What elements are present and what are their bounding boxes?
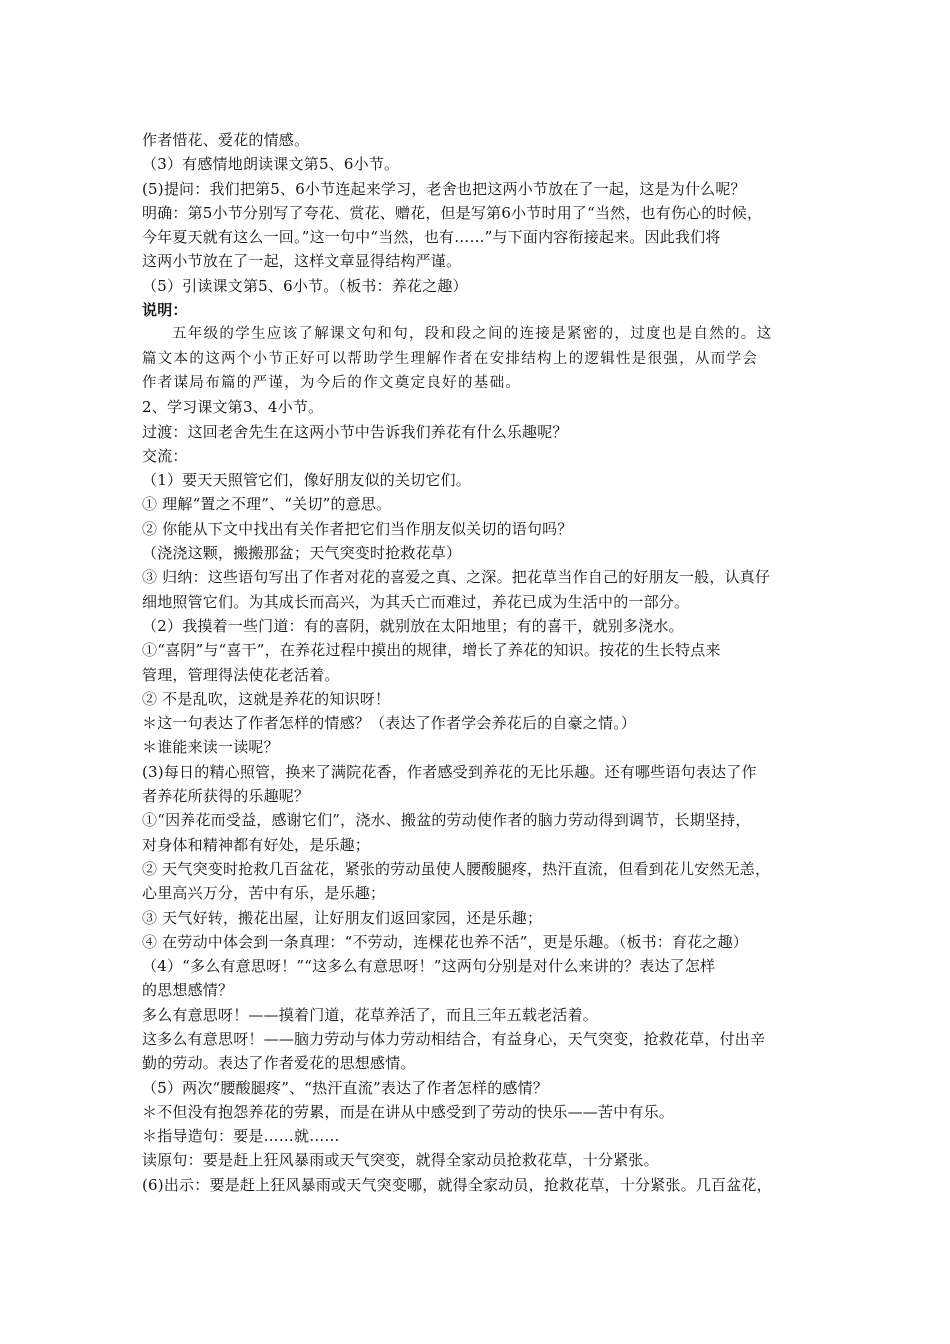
text-line: 过渡：这回老舍先生在这两小节中告诉我们养花有什么乐趣呢？ [142,422,568,441]
text-line: ＊谁能来读一读呢？ [142,738,279,757]
text-line: 读原句：要是赶上狂风暴雨或天气突变，就得全家动员抢救花草，十分紧张。 [142,1151,659,1170]
text-line: (3)每日的精心照管，换来了满院花香，作者感受到养花的无比乐趣。还有哪些语句表达了作 [142,762,757,781]
text-line: ＊不但没有抱怨养花的劳累，而是在讲从中感受到了劳动的快乐——苦中有乐。 [142,1102,675,1121]
text-line: 这两小节放在了一起，这样文章显得结构严谨。 [142,252,462,271]
text-line: （3）有感情地朗读课文第5、6小节。 [142,155,400,174]
text-line: ①“喜阴”与“喜干”，在养花过程中摸出的规律，增长了养花的知识。按花的生长特点来 [142,641,721,660]
note-line: 五年级的学生应该了解课文句和句，段和段之间的连接是紧密的，过度也是自然的。这 [172,326,773,343]
text-line: （5）两次“腰酸腿疼”、“热汗直流”表达了作者怎样的感情？ [142,1078,549,1097]
text-line: （浇浇这颗，搬搬那盆；天气突变时抢救花草） [142,544,462,563]
text-line: ② 不是乱吹，这就是养花的知识呀！ [142,689,391,708]
text-line: （5）引读课文第5、6小节。（板书：养花之趣） [142,276,468,295]
text-line: 多么有意思呀！——摸着门道，花草养活了，而且三年五载老活着。 [142,1005,599,1024]
text-line: 交流： [142,446,188,465]
text-line: ④ 在劳动中体会到一条真理：“不劳动，连棵花也养不活”，更是乐趣。（板书：育花之趣） [142,932,749,951]
text-line: 勤的劳动。表达了作者爱花的思想感情。 [142,1054,416,1073]
text-line: (6)出示：要是赶上狂风暴雨或天气突变哪，就得全家动员，抢救花草，十分紧张。几百盆花， [142,1175,772,1194]
text-line: 对身体和精神都有好处，是乐趣； [142,835,371,854]
text-line: 者养花所获得的乐趣呢？ [142,787,310,806]
text-line: (5)提问：我们把第5、6小节连起来学习，老舍也把这两小节放在了一起，这是为什么呢？ [142,179,746,198]
note-line: 篇文本的这两个小节正好可以帮助学生理解作者在安排结构上的逻辑性是很强，从而学会 [142,350,759,367]
text-line: （2）我摸着一些门道：有的喜阴，就别放在太阳地里；有的喜干，就别多浇水。 [142,616,684,635]
text-line: ③ 归纳：这些语句写出了作者对花的喜爱之真、之深。把花草当作自己的好朋友一般，认真仔 [142,568,771,587]
document-page [142,128,818,1197]
text-line: ① 理解“置之不理”、“关切”的意思。 [142,495,392,514]
text-line: 这多么有意思呀！——脑力劳动与体力劳动相结合，有益身心，天气突变，抢救花草，付出辛 [142,1029,766,1048]
text-line: （1）要天天照管它们，像好朋友似的关切它们。 [142,471,471,490]
text-line: ①“因养花而受益，感谢它们”，浇水、搬盆的劳动使作者的脑力劳动得到调节，长期坚持， [142,811,751,830]
note-line: 作者谋局布篇的严谨，为今后的作文奠定良好的基础。 [142,374,522,391]
text-line: 的思想感情？ [142,981,234,1000]
text-line: ② 天气突变时抢救几百盆花，紧张的劳动虽使人腰酸腿疼，热汗直流，但看到花儿安然无恙， [142,859,771,878]
text-line: ② 你能从下文中找出有关作者把它们当作朋友似关切的语句吗？ [142,519,573,538]
text-line: 明确：第5小节分别写了夸花、赏花、赠花，但是写第6小节时用了“当然，也有伤心的时候， [142,203,763,222]
text-line: ＊这一句表达了作者怎样的情感？（表达了作者学会养花后的自豪之情。） [142,714,637,733]
text-line: 作者惜花、爱花的情感。 [142,131,310,149]
text-line: 2、学习课文第3、4小节。 [142,398,324,417]
text-line: 今年夏天就有这么一回。”这一句中“当然，也有……”与下面内容衔接起来。因此我们将 [142,228,721,247]
text-line: ＊指导造句：要是……就…… [142,1127,340,1146]
text-line: 心里高兴万分，苦中有乐，是乐趣； [142,884,386,903]
note-heading: 说明： [142,301,188,320]
text-line: （4）“多么有意思呀！”“这多么有意思呀！”这两句分别是对什么来讲的？表达了怎样 [142,957,716,976]
text-line: 细地照管它们。为其成长而高兴，为其夭亡而难过，养花已成为生活中的一部分。 [142,592,690,611]
text-line: 管理，管理得法使花老活着。 [142,665,340,684]
text-line: ③ 天气好转，搬花出屋，让好朋友们返回家园，还是乐趣； [142,908,543,927]
document-body [142,128,818,1197]
